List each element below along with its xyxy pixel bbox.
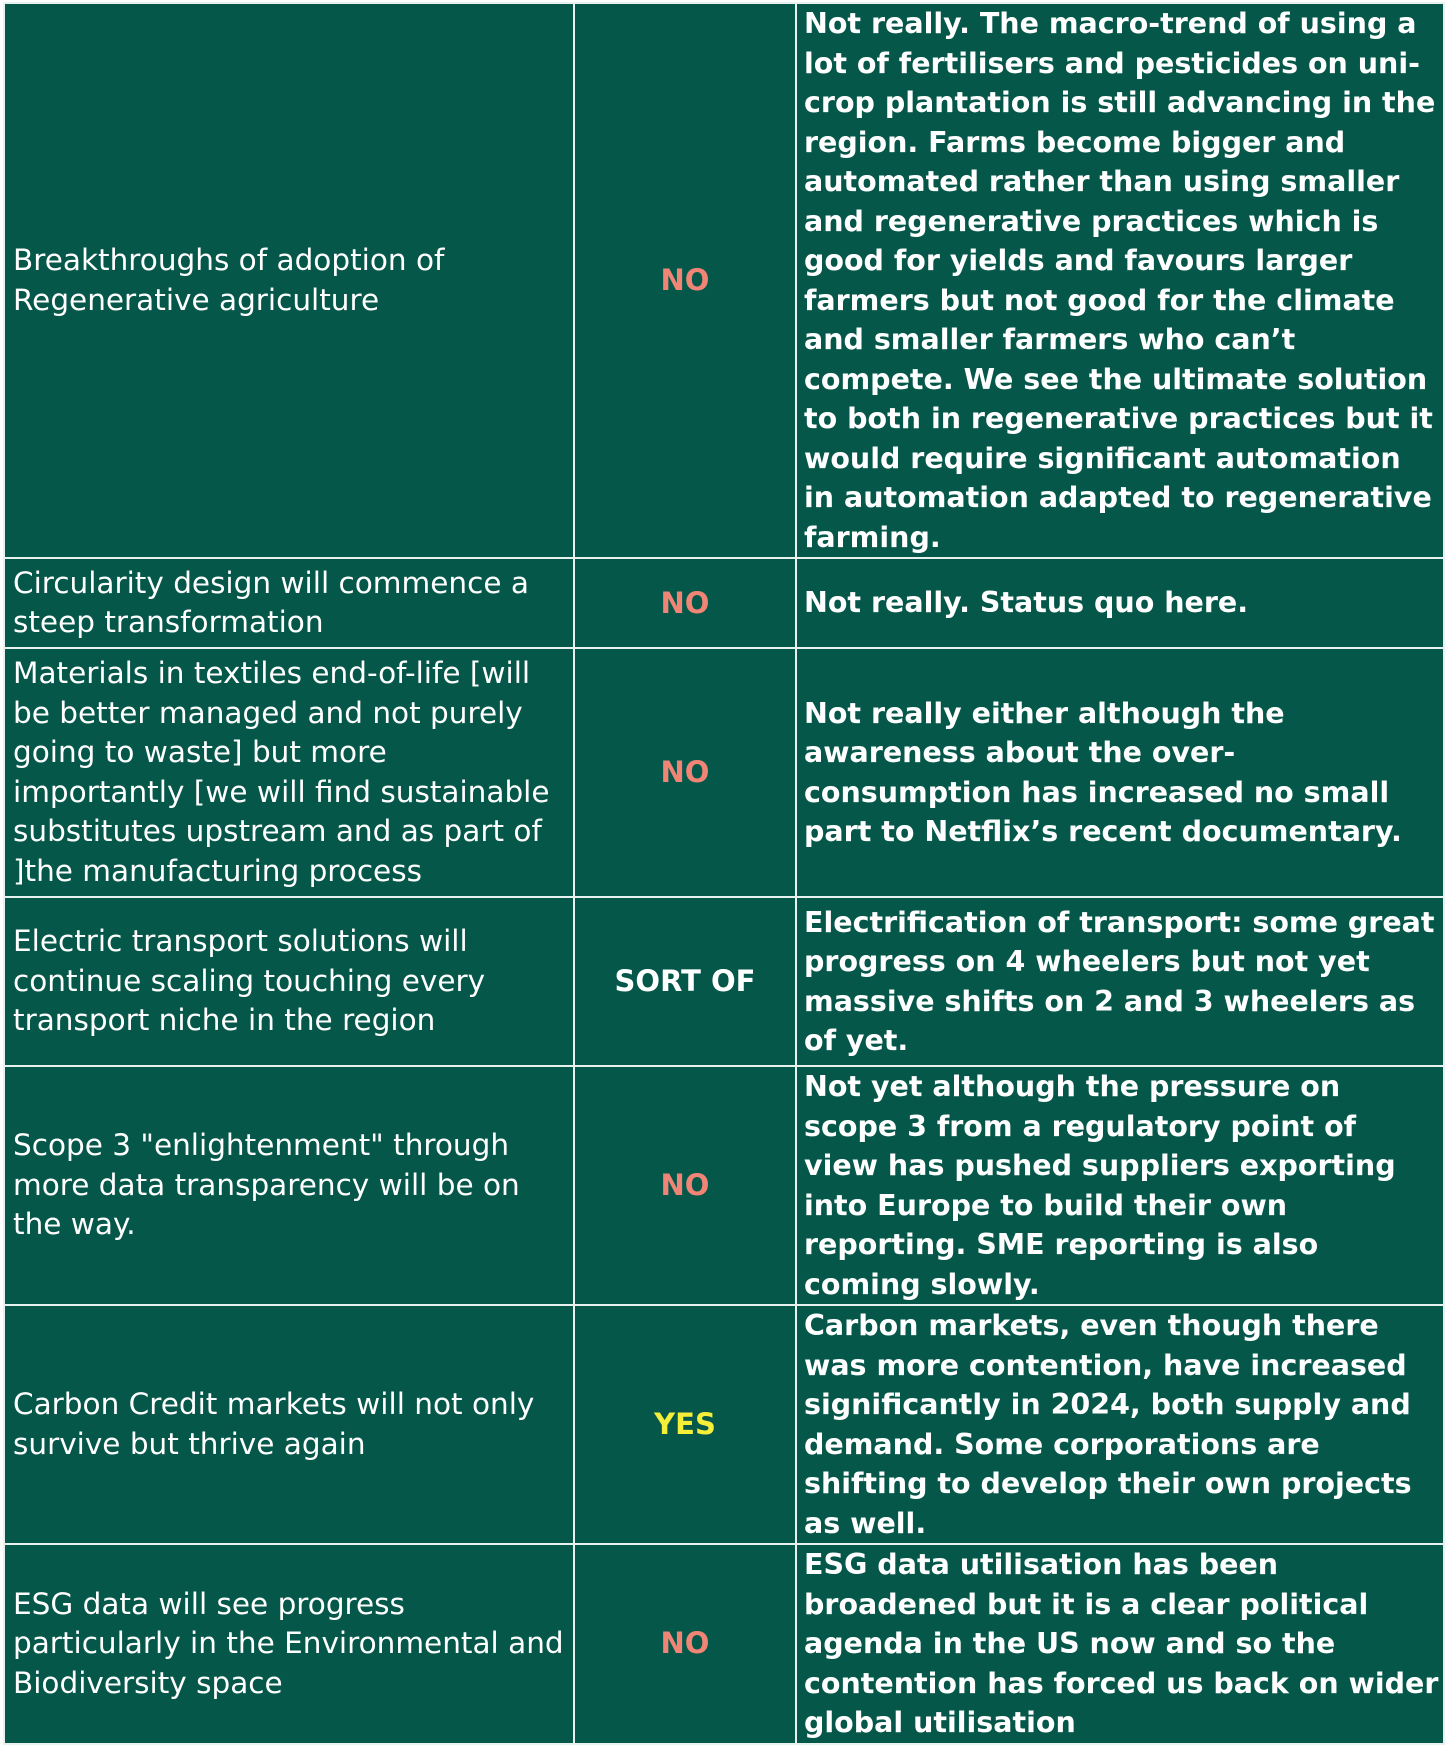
table-row [4, 648, 1444, 897]
verdict-cell: NO [574, 1066, 796, 1305]
comment-cell: Not really. The macro-trend of using a lot of fertilisers and pesticides on uni-crop plantation is still advancing in the region. Farms become bigger and automated rather than using smaller and regenerative practices which is good for yields and favours larger farmers but not good for the climate and smaller farmers who can’t compete. We see the ultimate solution to both in regenerative practices but it would require significant automation in automation adapted to regenerative farming. [796, 3, 1444, 558]
verdict-cell: NO [574, 1544, 796, 1744]
verdict-cell: NO [574, 3, 796, 558]
table-row [4, 558, 1444, 648]
prediction-cell: Scope 3 "enlightenment" through more data transparency will be on the way. [4, 1066, 574, 1305]
prediction-cell: Breakthroughs of adoption of Regenerative agriculture [4, 3, 574, 558]
table-row [4, 1066, 1444, 1305]
table-row [4, 3, 1444, 558]
prediction-cell: Carbon Credit markets will not only survive but thrive again [4, 1305, 574, 1544]
prediction-cell: Materials in textiles end-of-life [will be better managed and not purely going to waste] but more importantly [we will find sustainable substitutes upstream and as part of ]the manufacturing process [4, 648, 574, 897]
prediction-cell: ESG data will see progress particularly in the Environmental and Biodiversity space [4, 1544, 574, 1744]
prediction-cell: Circularity design will commence a steep transformation [4, 558, 574, 648]
predictions-table [3, 2, 1445, 1745]
table-row [4, 1544, 1444, 1744]
comment-cell: Electrification of transport: some great progress on 4 wheelers but not yet massive shifts on 2 and 3 wheelers as of yet. [796, 897, 1444, 1066]
comment-cell: Not yet although the pressure on scope 3 from a regulatory point of view has pushed suppliers exporting into Europe to build their own reporting. SME reporting is also coming slowly. [796, 1066, 1444, 1305]
verdict-cell: YES [574, 1305, 796, 1544]
verdict-cell: SORT OF [574, 897, 796, 1066]
table-row [4, 1305, 1444, 1544]
verdict-cell: NO [574, 648, 796, 897]
comment-cell: Carbon markets, even though there was more contention, have increased significantly in 2024, both supply and demand. Some corporations are shifting to develop their own projects as well. [796, 1305, 1444, 1544]
comment-cell: ESG data utilisation has been broadened but it is a clear political agenda in the US now and so the contention has forced us back on wider global utilisation [796, 1544, 1444, 1744]
verdict-cell: NO [574, 558, 796, 648]
prediction-cell: Electric transport solutions will continue scaling touching every transport niche in the region [4, 897, 574, 1066]
comment-cell: Not really. Status quo here. [796, 558, 1444, 648]
comment-cell: Not really either although the awareness about the over-consumption has increased no small part to Netflix’s recent documentary. [796, 648, 1444, 897]
table-row [4, 897, 1444, 1066]
